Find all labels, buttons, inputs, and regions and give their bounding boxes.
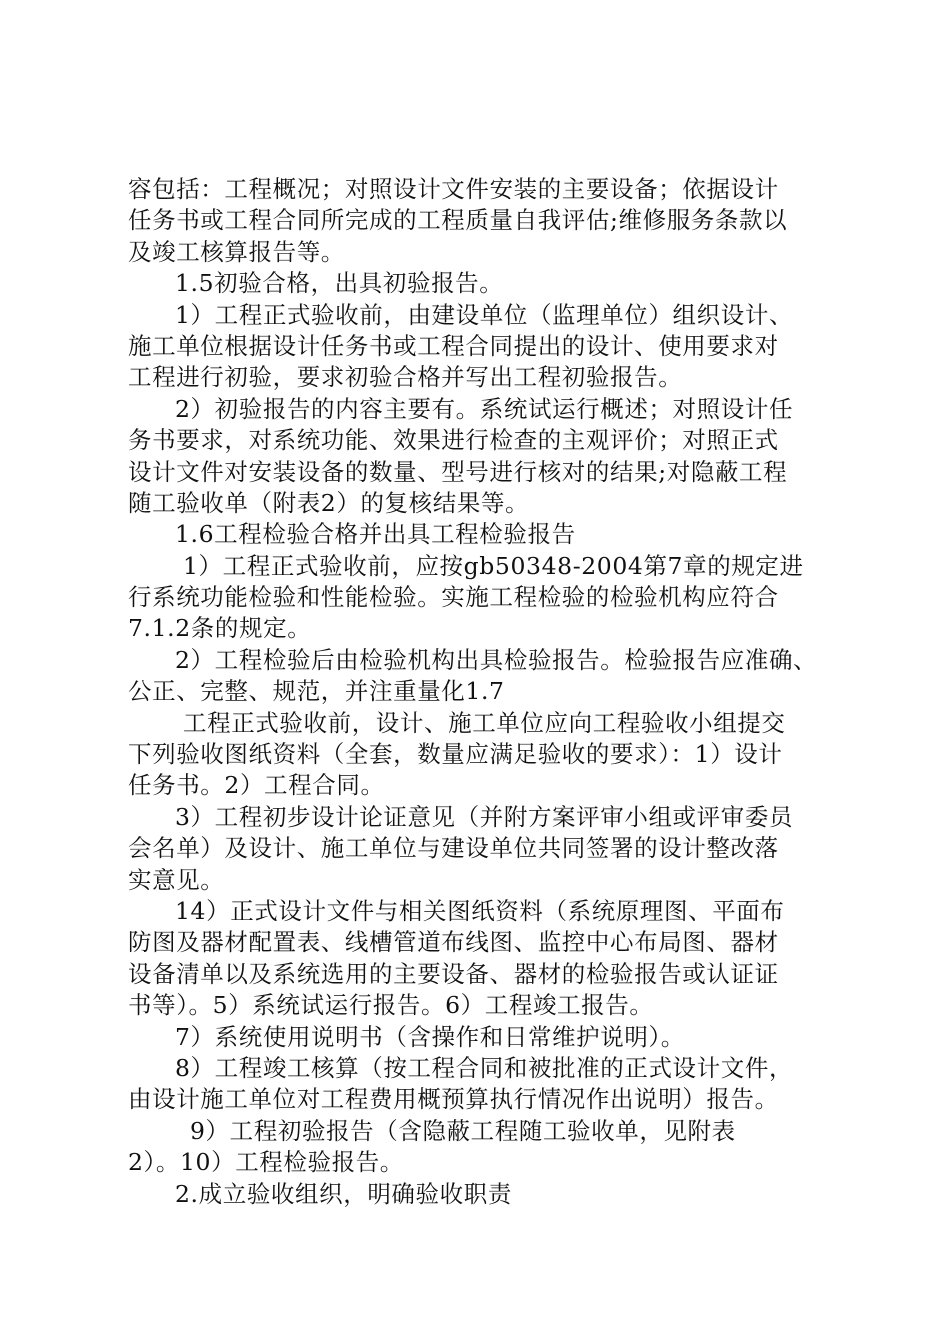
- text-line: 9）工程初验报告（含隐蔽工程随工验收单，见附表: [190, 1116, 736, 1145]
- text-line: 3）工程初步设计论证意见（并附方案评审小组或评审委员: [175, 802, 794, 831]
- text-line: 工程进行初验，要求初验合格并写出工程初验报告。: [128, 363, 683, 392]
- text-line: 施工单位根据设计任务书或工程合同提出的设计、使用要求对: [128, 331, 779, 360]
- text-line: 设备清单以及系统选用的主要设备、器材的检验报告或认证证: [128, 959, 779, 988]
- text-line: 务书要求，对系统功能、效果进行检查的主观评价；对照正式: [128, 426, 779, 455]
- section-heading: 2.成立验收组织，明确验收职责: [175, 1179, 512, 1208]
- text-line: 书等）。5）系统试运行报告。6）工程竣工报告。: [128, 991, 654, 1020]
- text-line: 下列验收图纸资料（全套，数量应满足验收的要求）：1）设计: [128, 740, 783, 769]
- document-body: [128, 174, 840, 1210]
- text-line: 1）工程正式验收前，应按gb50348-2004第7章的规定进: [183, 551, 804, 580]
- text-line: 由设计施工单位对工程费用概预算执行情况作出说明）报告。: [128, 1085, 779, 1114]
- text-line: 会名单）及设计、施工单位与建设单位共同签署的设计整改落: [128, 834, 779, 863]
- text-line: 7.1.2条的规定。: [128, 614, 312, 643]
- text-line: 任务书或工程合同所完成的工程质量自我评估;维修服务条款以: [128, 206, 788, 235]
- text-line: 防图及器材配置表、线槽管道布线图、监控中心布局图、器材: [128, 928, 779, 957]
- text-line: 7）系统使用说明书（含操作和日常维护说明）。: [175, 1022, 685, 1051]
- text-line: 设计文件对安装设备的数量、型号进行核对的结果;对隐蔽工程: [128, 457, 788, 486]
- text-line: 任务书。2）工程合同。: [128, 771, 385, 800]
- text-line: 8）工程竣工核算（按工程合同和被批准的正式设计文件，: [175, 1053, 794, 1082]
- section-heading: 1.5初验合格，出具初验报告。: [175, 269, 504, 298]
- text-line: 工程正式验收前，设计、施工单位应向工程验收小组提交: [183, 708, 786, 737]
- text-line: 实意见。: [128, 865, 225, 894]
- text-line: 2）工程检验后由检验机构出具检验报告。检验报告应准确、: [175, 645, 818, 674]
- text-line: 2）初验报告的内容主要有。系统试运行概述；对照设计任: [175, 394, 794, 423]
- text-line: 随工验收单（附表2）的复核结果等。: [128, 488, 530, 517]
- text-line: 公正、完整、规范，并注重量化1.7: [128, 677, 505, 706]
- text-line: 1）工程正式验收前，由建设单位（监理单位）组织设计、: [175, 300, 794, 329]
- section-heading: 1.6工程检验合格并出具工程检验报告: [175, 520, 576, 549]
- text-line: 2）。10）工程检验报告。: [128, 1148, 404, 1177]
- text-line: 容包括：工程概况；对照设计文件安装的主要设备；依据设计: [128, 175, 779, 203]
- text-line: 及竣工核算报告等。: [128, 237, 345, 266]
- text-line: 14）正式设计文件与相关图纸资料（系统原理图、平面布: [175, 896, 785, 925]
- text-line: 行系统功能检验和性能检验。实施工程检验的检验机构应符合: [128, 583, 779, 612]
